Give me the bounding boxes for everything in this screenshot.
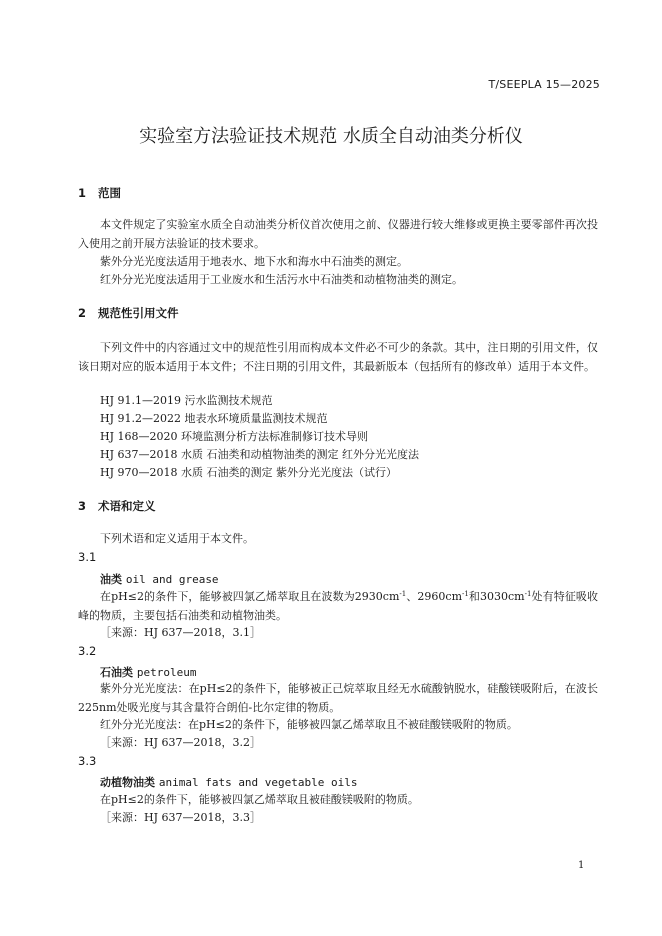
- scope-paragraph: 本文件规定了实验室水质全自动油类分析仪首次使用之前、仪器进行较大维修或更换主要零部件再次投入使用之前开展方法验证的技术要求。: [78, 218, 598, 250]
- clause-3-3-number: 3.3: [78, 754, 97, 768]
- section-3-heading: [78, 498, 156, 514]
- superscript: -1: [462, 590, 469, 598]
- superscript: -1: [399, 590, 407, 598]
- term-3-3-definition: 在pH≤2的条件下，能够被四氯乙烯萃取且被硅酸镁吸附的物质。: [100, 793, 419, 806]
- document-number: T/SEEPLA 15—2025: [488, 78, 600, 91]
- term-en: animal fats and vegetable oils: [158, 776, 358, 789]
- page-number: 1: [578, 860, 585, 871]
- term-zh: 油类: [100, 573, 122, 586]
- section-2-number: 2: [78, 306, 87, 320]
- reference-item: HJ 168—2020 环境监测分析方法标准制修订技术导则: [100, 430, 368, 443]
- term-animal-vegetable-oils: [100, 774, 358, 790]
- reference-item: HJ 637—2018 水质 石油类和动植物油类的测定 红外分光光度法: [100, 448, 419, 461]
- term-3-2-source: ［来源：HJ 637—2018，3.2］: [100, 736, 261, 749]
- terms-intro: 下列术语和定义适用于本文件。: [100, 532, 254, 545]
- term-en: petroleum: [136, 666, 197, 679]
- document-title: 实验室方法验证技术规范 水质全自动油类分析仪: [139, 126, 523, 147]
- superscript: -1: [524, 590, 532, 598]
- term-3-2-uv-definition: 紫外分光光度法：在pH≤2的条件下，能够被正己烷萃取且经无水硫酸钠脱水，硅酸镁吸附后，在波长225nm处吸光度与其含量符合朗伯-比尔定律的物质。: [78, 682, 598, 714]
- section-3-title: 术语和定义: [98, 499, 156, 513]
- reference-item: HJ 91.2—2022 地表水环境质量监测技术规范: [100, 412, 328, 425]
- term-en: oil and grease: [125, 573, 219, 586]
- definition-part: 处有特征吸收峰的物质，主要包括石油类和动植物油类。: [78, 590, 599, 622]
- term-3-3-source: ［来源：HJ 637—2018，3.3］: [100, 811, 261, 824]
- section-2-title: 规范性引用文件: [98, 306, 179, 320]
- definition-part: 、2960cm: [406, 590, 463, 603]
- section-2-heading: [78, 305, 179, 321]
- clause-3-2-number: 3.2: [78, 644, 97, 658]
- term-3-1-source: ［来源：HJ 637—2018，3.1］: [100, 626, 261, 639]
- section-1-heading: [78, 185, 121, 201]
- clause-3-1-number: 3.1: [78, 550, 97, 564]
- scope-ir-paragraph: 红外分光光度法适用于工业废水和生活污水中石油类和动植物油类的测定。: [100, 273, 463, 286]
- definition-part: 在pH≤2的条件下，能够被四氯乙烯萃取且在波数为2930cm: [100, 590, 400, 603]
- reference-item: HJ 91.1—2019 污水监测技术规范: [100, 394, 273, 407]
- references-intro: 下列文件中的内容通过文中的规范性引用而构成本文件必不可少的条款。其中，注日期的引用文件，仅该日期对应的版本适用于本文件；不注日期的引用文件，其最新版本（包括所有的修改单）适用于本文件。: [78, 341, 598, 373]
- term-zh: 石油类: [100, 666, 133, 679]
- section-1-number: 1: [78, 186, 87, 200]
- section-1-title: 范围: [98, 186, 121, 200]
- term-petroleum: [100, 664, 196, 680]
- scope-uv-paragraph: 紫外分光光度法适用于地表水、地下水和海水中石油类的测定。: [100, 255, 408, 268]
- section-3-number: 3: [78, 499, 87, 513]
- term-oil-and-grease: [100, 571, 219, 587]
- term-3-2-ir-definition: 红外分光光度法：在pH≤2的条件下，能够被四氯乙烯萃取且不被硅酸镁吸附的物质。: [100, 718, 518, 731]
- reference-item: HJ 970—2018 水质 石油类的测定 紫外分光光度法（试行）: [100, 466, 397, 479]
- definition-part: 和3030cm: [468, 590, 525, 603]
- term-3-1-definition: [78, 588, 598, 625]
- term-zh: 动植物油类: [100, 776, 155, 789]
